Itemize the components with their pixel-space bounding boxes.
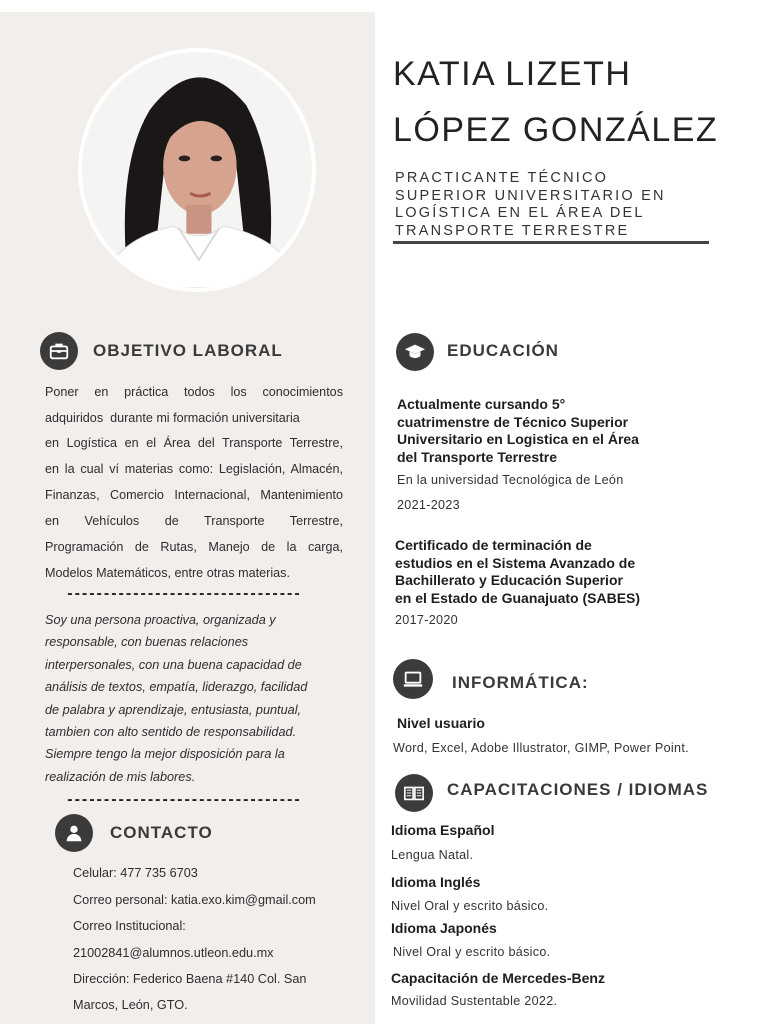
objective-line-text: Modelos Matemáticos, entre otras materias.	[45, 566, 290, 580]
objective-line	[45, 488, 343, 502]
name-line-1: KATIA LIZETH	[393, 55, 632, 93]
education-heading-line: estudios en el Sistema Avanzado de	[395, 554, 636, 571]
education-heading-line: Certificado de terminación de	[395, 537, 592, 553]
training-detail: Lengua Natal.	[391, 848, 474, 862]
objective-line	[45, 514, 343, 528]
education-entry-heading	[397, 396, 639, 466]
objective-line	[45, 540, 343, 554]
name-line-2: LÓPEZ GONZÁLEZ	[393, 111, 719, 149]
title-underline	[393, 241, 709, 244]
graduation-cap-icon	[396, 333, 434, 371]
job-title-line: PRACTICANTE TÉCNICO	[395, 170, 609, 186]
profile-line: responsable, con buenas relaciones	[45, 635, 249, 650]
education-years: 2017-2020	[395, 613, 458, 627]
job-title-line: SUPERIOR UNIVERSITARIO EN	[395, 187, 666, 204]
contact-institutional-label: Correo Institucional:	[73, 919, 186, 933]
objective-title: OBJETIVO LABORAL	[93, 341, 283, 360]
education-heading-line: en el Estado de Guanajuato (SABES)	[395, 589, 641, 606]
objective-line	[45, 385, 343, 399]
education-heading-line: cuatrimenstre de Técnico Superior	[397, 413, 629, 430]
objective-line	[45, 462, 343, 476]
profile-line: tambien con alto sentido de responsabilidad.	[45, 725, 297, 740]
divider: --------------------------------	[66, 587, 301, 602]
profile-line: análisis de textos, empatía, liderazgo, facilidad	[45, 680, 308, 695]
contact-title: CONTACTO	[110, 823, 213, 842]
objective-line-text: Programación de Rutas, Manejo de la carga,	[45, 540, 343, 554]
training-heading: Idioma Español	[391, 822, 495, 838]
education-heading-line: del Transporte Terrestre	[397, 448, 558, 465]
objective-line	[45, 566, 343, 580]
laptop-icon	[393, 659, 433, 699]
objective-line-text: Finanzas, Comercio Internacional, Mantenimiento	[45, 488, 343, 502]
job-title-line: TRANSPORTE TERRESTRE	[395, 222, 630, 239]
profile-photo-illustration	[82, 52, 312, 288]
training-heading: Idioma Japonés	[391, 920, 497, 936]
education-title: EDUCACIÓN	[447, 341, 559, 360]
objective-line-text: en Vehículos de Transporte Terrestre,	[45, 514, 343, 528]
person-icon	[55, 814, 93, 852]
profile-photo	[78, 48, 316, 292]
education-entry-heading	[395, 537, 640, 607]
education-years: 2021-2023	[397, 498, 460, 512]
profile-line: Soy una persona proactiva, organizada y	[45, 613, 276, 627]
it-level: Nivel usuario	[397, 715, 485, 731]
training-heading: Capacitación de Mercedes-Benz	[391, 970, 605, 986]
training-detail: Nivel Oral y escrito básico.	[391, 899, 549, 913]
training-detail: Nivel Oral y escrito básico.	[393, 945, 551, 959]
contact-phone: Celular: 477 735 6703	[73, 866, 198, 880]
profile-summary	[45, 609, 355, 788]
education-heading-line: Actualmente cursando 5°	[397, 396, 566, 412]
training-heading: Idioma Inglés	[391, 874, 481, 890]
profile-line: Siempre tengo la mejor disposición para la	[45, 747, 285, 762]
training-title: CAPACITACIONES / IDIOMAS	[447, 780, 709, 799]
objective-line-text: Poner en práctica todos los conocimientos	[45, 385, 343, 399]
it-title: INFORMÁTICA:	[452, 673, 589, 692]
objective-line	[45, 436, 343, 450]
contact-personal-email: Correo personal: katia.exo.kim@gmail.com	[73, 893, 316, 907]
contact-address: Dirección: Federico Baena #140 Col. San	[73, 972, 307, 986]
education-heading-line: Bachillerato y Educación Superior	[395, 572, 623, 588]
job-title-line: LOGÍSTICA EN EL ÁREA DEL	[395, 205, 645, 222]
education-heading-line: Universitario en Logistica en el Área	[397, 431, 639, 447]
contact-institutional-email: 21002841@alumnos.utleon.edu.mx	[73, 946, 274, 960]
briefcase-icon	[40, 332, 78, 370]
education-institution: En la universidad Tecnológica de León	[397, 473, 624, 487]
divider: --------------------------------	[66, 793, 301, 808]
it-tools: Word, Excel, Adobe Illustrator, GIMP, Power Point.	[393, 741, 689, 755]
training-detail: Movilidad Sustentable 2022.	[391, 994, 558, 1008]
job-title	[395, 170, 715, 240]
profile-line: interpersonales, con una buena capacidad de	[45, 657, 302, 672]
objective-line-text: adquiridos durante mi formación universitaria	[45, 411, 300, 425]
contact-address: Marcos, León, GTO.	[73, 998, 188, 1012]
objective-line	[45, 411, 343, 425]
profile-line: de palabra y aprendizaje, entusiasta, puntual,	[45, 702, 302, 717]
candidate-name	[393, 52, 719, 149]
book-icon	[395, 774, 433, 812]
profile-line: realización de mis labores.	[45, 769, 196, 784]
objective-line-text: en la cual ví materias como: Legislación, Almacén,	[45, 462, 343, 476]
objective-line-text: en Logística en el Área del Transporte Terrestre,	[45, 436, 343, 450]
